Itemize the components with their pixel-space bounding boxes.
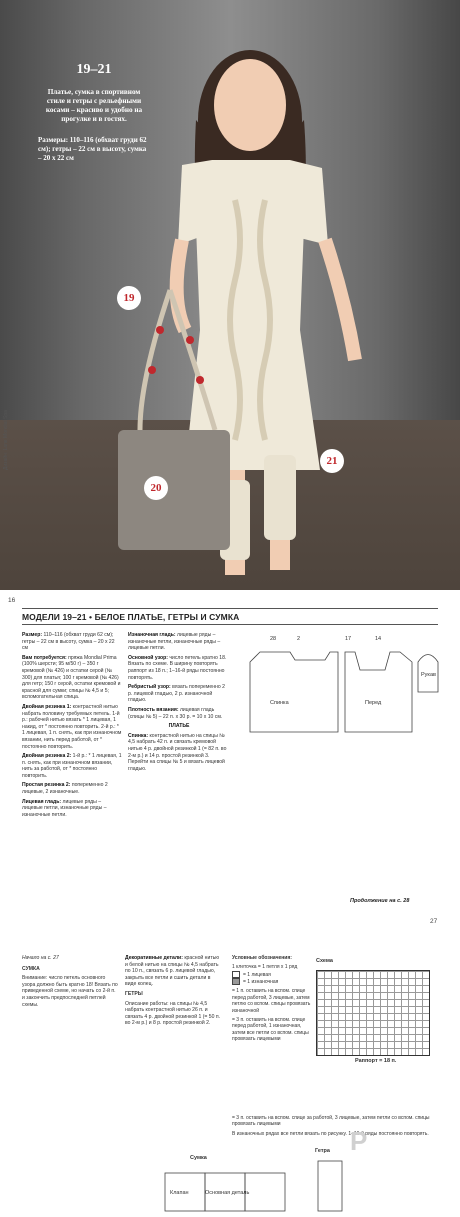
simple-rib-heading: Простая резинка 2:	[22, 782, 71, 789]
bottom-column-1	[22, 955, 118, 1011]
bag-diagram-label: Сумка	[190, 1155, 207, 1161]
chart-heading: Схема	[316, 958, 333, 964]
legwarmer-diagram	[315, 1158, 345, 1213]
size-heading: Размер:	[22, 632, 43, 638]
knit-symbol	[232, 971, 240, 978]
front-label: Перед	[365, 700, 382, 706]
reverse-heading: Изнаночная гладь:	[128, 632, 176, 638]
knitting-chart	[316, 970, 430, 1056]
legend-item-cross-1: = 1 п. оставить на вспом. спице перед работой, 3 лицевые, затем петлю со вспом. спицы провязать изнаночной	[232, 988, 311, 1014]
rib2-text: 1-й р.: * 1 лицевая, 1 п. снять, как при изнаночном вязании, нить за работой, от * постоянно повторить.	[22, 753, 122, 779]
legend-item-cross-2: = 3 п. оставить на вспом. спице перед работой, 1 изнаночная, затем все петли со вспом. спицы провязать лицевыми	[232, 1016, 309, 1043]
simple-rib-text: попеременно 2 лицевые, 2 изнаночные.	[22, 782, 108, 796]
section-rule-bottom	[22, 624, 438, 625]
decor-heading: Декоративные детали:	[125, 955, 183, 961]
legend-item-cell: 1 клеточка = 1 петля х 1 ряд	[232, 964, 298, 971]
size-text: 110–116 (обхват груди 62 см); гетры – 22 см в высоту, сумка – 20 х 22 см	[22, 632, 115, 652]
legend-note: В изнаночных рядах все петли вязать по рисунку. 1–16-й ряды постоянно повторять.	[232, 1130, 429, 1137]
rib2-heading: Двойная резинка 2:	[22, 753, 72, 760]
rib1-text: контрастной нитью набрать половину требуемых петель. 1-й р.: рабочей нитью вязать * 1 лицевая, 1 накид, от * постоянно повторить. 2-й р.: * 1 лицевая, 1 п. снять, как при изнаночном вязании, нить перед работой, от * постоянно повторить.	[22, 703, 122, 750]
badge-19: 19	[117, 286, 141, 310]
purl-symbol	[232, 978, 240, 985]
badge-20: 20	[144, 476, 168, 500]
ribbed-heading: Ребристый узор:	[128, 684, 171, 691]
ribbed-text: вязать попеременно 2 р. лицевой гладью, 2 р. изнаночной гладью.	[128, 684, 225, 704]
dim-2: 2	[297, 636, 301, 642]
page-number-right: 27	[430, 918, 438, 925]
section-rule-top	[22, 608, 438, 609]
legend-item-purl: = 1 изнаночная	[243, 978, 279, 985]
dim-17: 17	[345, 636, 352, 642]
bag-text: Внимание: число петель основного узора должно быть кратно 18! Вязать по приведенной схеме, но начать со 2-й п. и закончить предпоследней петлей схемы.	[22, 975, 118, 1008]
gauge-text: лицевая гладь (спицы № 5) – 22 п. х 30 р. = 10 х 10 см.	[128, 706, 223, 720]
flap-label: Клапан	[170, 1190, 189, 1196]
back-heading: Спинка:	[128, 732, 149, 739]
start-note: Начало на с. 27	[22, 955, 59, 961]
sleeve-label: Рукав	[421, 672, 436, 678]
legwarmers-text: Описание работы: на спицы № 4,5 набрать контрастной нитью 26 п. и связать 4 р. двойной резинкой 1 (= 50 п. во 2-м р.) и 8 р. простой резинкой 2.	[125, 1000, 221, 1027]
design-credit: Дизайн: Lane Mondial Spa	[3, 410, 9, 470]
dress-heading: ПЛАТЬЕ	[168, 723, 190, 730]
main-pattern-heading: Основной узор:	[128, 654, 168, 661]
legwarmers-heading: ГЕТРЫ	[125, 990, 143, 997]
rib1-heading: Двойная резинка 1:	[22, 703, 72, 710]
materials-text: пряжа Mondial Prima (100% шерсти; 95 м/50 г) – 350 г кремовой (№ 426) и остатки серой (№ 300) для платья; 100 г кремовой (№ 426) для гетр; 150 г серой, остатки кремовой и красной для сумки; спицы № 4,5 и 5; вспомогательная спица.	[22, 654, 121, 701]
decor-text: красной нитью и белой нитью на спицы № 4,5 набрать по 10 п., связать 6 р. лицевой гладью, закрыть все петли и сшить детали в виде колец.	[125, 955, 220, 988]
continue-note: Продолжение на с. 28	[350, 898, 410, 904]
dress-schematics	[240, 632, 440, 737]
stockinette-text: лицевые ряды – лицевые петли, изнаночные ряды – изнаночные петли.	[22, 798, 107, 818]
legend-heading: Условные обозначения:	[232, 955, 292, 961]
photo-caption	[38, 62, 150, 163]
text-column-1	[22, 632, 122, 821]
bottom-column-2	[125, 955, 223, 1030]
cover-photo	[0, 0, 460, 590]
page-number-left: 16	[8, 597, 16, 604]
legend-item-cross-3: = 3 п. оставить на вспом. спице за работой, 3 лицевые, затем петли со вспом. спицы провязать лицевыми	[232, 1115, 430, 1128]
rapport-label: Раппорт = 18 п.	[355, 1058, 397, 1064]
dim-28: 28	[270, 636, 277, 642]
materials-heading: Вам потребуется:	[22, 654, 67, 661]
back-text: контрастной нитью на спицы № 4,5 набрать 42 п. и связать кремовой нитью 4 р. двойной резинкой 1 (= 82 п. во 2-м р.) и 14 р. простой резинкой 3. Перейти на спицы № 5 и вязать лицевой гладью.	[128, 732, 227, 772]
model-sizes: Размеры: 110–116 (обхват груди 62 см); гетры – 22 см в высоту, сумка – 20 х 22 см	[38, 136, 147, 162]
legwarmer-diagram-label: Гетра	[315, 1148, 330, 1154]
stockinette-heading: Лицевая гладь:	[22, 798, 62, 805]
back-label: Спинка	[270, 700, 289, 706]
model-description: Платье, сумка в спортивном стиле и гетры с рельефными косами – красиво и удобно на прогулке и в гостях.	[45, 88, 143, 123]
legend	[232, 955, 312, 1043]
watermark: P	[350, 1126, 368, 1156]
badge-21: 21	[320, 449, 344, 473]
reverse-text: лицевые ряды – изнаночные петли, изнаночные ряды – лицевые петли.	[128, 632, 221, 652]
main-part-label: Основная деталь	[205, 1190, 250, 1196]
model-numbers: 19–21	[76, 62, 112, 77]
section-title: МОДЕЛИ 19–21 • БЕЛОЕ ПЛАТЬЕ, ГЕТРЫ И СУМКА	[22, 612, 240, 622]
bag-heading: СУМКА	[22, 965, 40, 972]
gauge-heading: Плотность вязания:	[128, 706, 179, 713]
legend-item-knit: = 1 лицевая	[243, 971, 271, 978]
dim-14: 14	[375, 636, 382, 642]
main-pattern-text: число петель кратно 18. Вязать по схеме. В ширину повторять раппорт из 18 п.; 1–16-й ряды постоянно повторять.	[128, 654, 227, 681]
text-column-2	[128, 632, 230, 775]
